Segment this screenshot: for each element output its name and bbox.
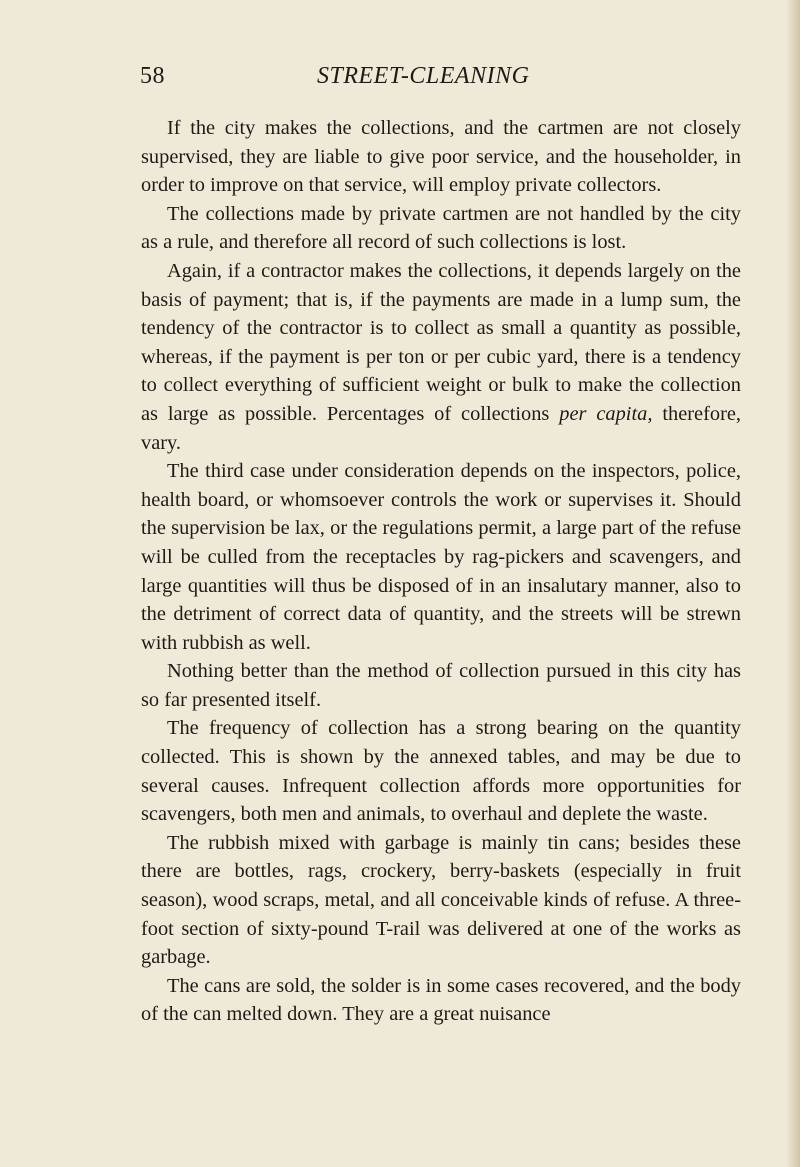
page-number: 58 <box>140 63 165 89</box>
paragraph-5: Nothing better than the method of collection pursued in this city has so far presented itself. <box>141 660 741 711</box>
paragraph-3-text-after: therefore, vary. <box>141 402 742 454</box>
paragraph-1: If the city makes the collections, and the cartmen are not closely supervised, they are liable to give poor service, and the householder, in order to improve on that service, will employ private collectors. <box>141 117 741 197</box>
paragraph-3-italic-phrase: per capita, <box>559 402 653 425</box>
page-header <box>140 63 740 93</box>
paragraph-7: The rubbish mixed with garbage is mainly tin cans; besides these there are bottles, rags, crockery, berry-baskets (especially in fruit season), wood scraps, metal, and all conceivable kinds of refuse. A three-foot section of sixty-pound T-rail was delivered at one of the works as garbage. <box>141 831 741 969</box>
paragraph-2: The collections made by private cartmen are not handled by the city as a rule, and therefore all record of such collections is lost. <box>141 202 741 254</box>
paragraph-3-text-before: Again, if a contractor makes the collections, it depends largely on the basis of payment; that is, if the payments are made in a lump sum, the tendency of the contractor is to collect as small a quantity as possible, whereas, if the payment is per ton or per cubic yard, there is a tendency to collect everything of sufficient weight or bulk to make the collection as large as possible. Percentages of collections <box>141 259 741 425</box>
page-edge-shadow <box>786 0 800 1167</box>
paragraph-6: The frequency of collection has a strong bearing on the quantity collected. This is shown by the annexed tables, and may be due to several causes. Infrequent collection affords more opportunities for scavengers, both men and animals, to overhaul and deplete the waste. <box>141 717 741 826</box>
running-head: STREET-CLEANING <box>317 63 530 89</box>
paragraph-4: The third case under consideration depends on the inspectors, police, health board, or whomsoever controls the work or supervises it. Should the supervision be lax, or the regulations permit, a large part of the refuse will be culled from the receptacles by rag-pickers and scavengers, and large quantities will thus be disposed of in an insalutary manner, also to the detriment of correct data of quantity, and the streets will be strewn with rubbish as well. <box>141 460 741 654</box>
paragraph-3 <box>141 257 741 457</box>
body-text <box>141 114 741 1029</box>
paragraph-8: The cans are sold, the solder is in some cases recovered, and the body of the can melted down. They are a great nuisance <box>141 974 741 1026</box>
